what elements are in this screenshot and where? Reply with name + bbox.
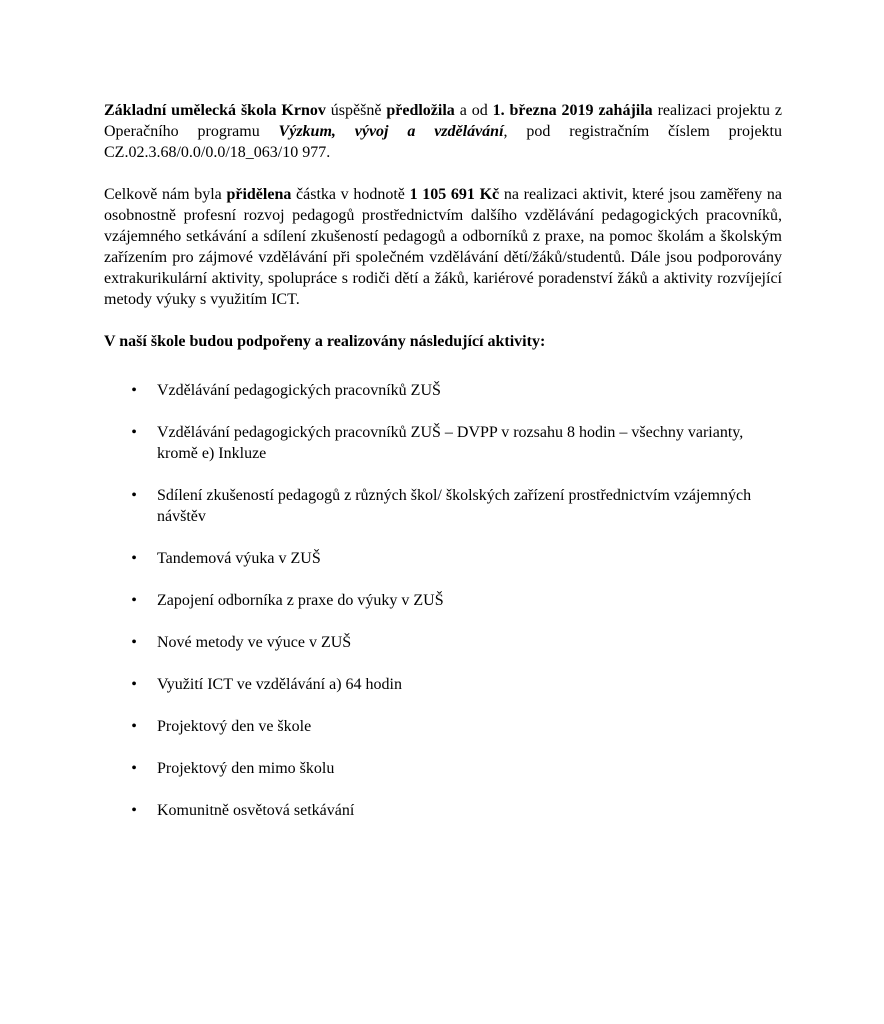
list-item-text: Projektový den mimo školu (157, 760, 335, 777)
list-item (104, 380, 782, 401)
start-date-bold: 1. března 2019 zahájila (492, 102, 653, 119)
intro-paragraph (104, 100, 782, 163)
list-item (104, 548, 782, 569)
bullet-icon: • (131, 487, 137, 504)
registration-number-text: , pod registračním číslem projektu CZ.02.3.68/0.0/0.0/18_063/10 977. (104, 123, 782, 161)
bullet-icon: • (131, 550, 137, 567)
bullet-icon: • (131, 424, 137, 441)
list-item-text: Zapojení odborníka z praxe do výuky v ZUŠ (157, 592, 444, 609)
amount-bold: 1 105 691 Kč (409, 186, 500, 203)
list-item-text: Komunitně osvětová setkávání (157, 802, 355, 819)
list-item (104, 674, 782, 695)
bullet-icon: • (131, 802, 137, 819)
list-item-text: Vzdělávání pedagogických pracovníků ZUŠ – DVPP v rozsahu 8 hodin – všechny varianty, kromě e) Inkluze (157, 424, 744, 462)
funding-description: na realizaci aktivit, které jsou zaměřeny na osobnostně profesní rozvoj pedagogů prostřednictvím dalšího vzdělávání pedagogických pracovníků, vzájemného setkávání a sdílení zkušeností pedagogů a odborníků z praxe, na pomoc školám a školským zařízením pro zájmové vzdělávání při společném vzdělávání dětí/žáků/studentů. Dále jsou podporovány extrakurikulární aktivity, spolupráce s rodiči dětí a žáků, kariérové poradenství žáků a aktivity rozvíjející metody výuky s využitím ICT. (104, 186, 782, 308)
list-item-text: Využití ICT ve vzdělávání a) 64 hodin (157, 676, 402, 693)
submitted-bold: předložila (386, 102, 455, 119)
list-item-text: Sdílení zkušeností pedagogů z různých škol/ školských zařízení prostřednictvím vzájemných návštěv (157, 487, 752, 525)
bullet-icon: • (131, 760, 137, 777)
bullet-icon: • (131, 592, 137, 609)
list-item (104, 485, 782, 527)
allocated-bold: přidělena (226, 186, 292, 203)
list-item (104, 632, 782, 653)
list-item (104, 758, 782, 779)
activities-list (104, 380, 782, 821)
text-span: částka v hodnotě (291, 186, 410, 203)
bullet-icon: • (131, 676, 137, 693)
text-span: Celkově nám byla (104, 186, 227, 203)
program-name: Výzkum, vývoj a vzdělávání (278, 123, 504, 140)
text-span: realizaci projektu z Operačního programu (104, 102, 782, 140)
bullet-icon: • (131, 634, 137, 651)
bullet-icon: • (131, 718, 137, 735)
activities-heading: V naší škole budou podpořeny a realizovány následující aktivity: (104, 333, 546, 350)
list-item-text: Tandemová výuka v ZUŠ (157, 550, 321, 567)
funding-paragraph (104, 184, 782, 310)
list-item (104, 800, 782, 821)
document-page (104, 100, 782, 842)
text-span: a od (454, 102, 493, 119)
text-span: úspěšně (325, 102, 387, 119)
list-item (104, 590, 782, 611)
list-item-text: Nové metody ve výuce v ZUŠ (157, 634, 352, 651)
list-item (104, 716, 782, 737)
list-item-text: Projektový den ve škole (157, 718, 312, 735)
school-name: Základní umělecká škola Krnov (104, 102, 326, 119)
list-item-text: Vzdělávání pedagogických pracovníků ZUŠ (157, 382, 441, 399)
bullet-icon: • (131, 382, 137, 399)
list-item (104, 422, 782, 464)
